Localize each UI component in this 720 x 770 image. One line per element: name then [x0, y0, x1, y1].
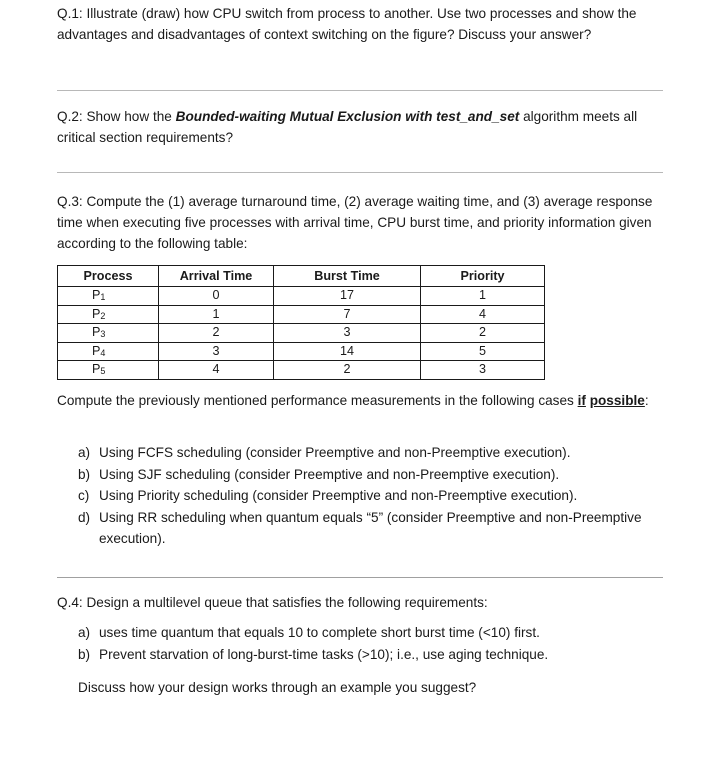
process-table: [57, 265, 545, 380]
arrival-cell: 3: [159, 342, 274, 361]
list-marker: b): [78, 646, 91, 662]
table-row: [58, 287, 545, 306]
arrival-cell: 2: [159, 324, 274, 343]
burst-cell: 7: [274, 305, 421, 324]
question-4-closing: Discuss how your design works through an example you suggest?: [78, 680, 477, 695]
table-header-row: [58, 266, 545, 287]
requirements-list: [78, 622, 658, 665]
column-header-process: Process: [58, 266, 159, 287]
process-name: P: [92, 362, 101, 377]
list-item: [78, 507, 658, 550]
process-name: P: [92, 343, 101, 358]
process-number: 1: [100, 292, 106, 303]
column-header-arrival-time: Arrival Time: [159, 266, 274, 287]
table-row: [58, 305, 545, 324]
instruction-possible: possible: [589, 393, 645, 408]
question-3-instruction: [57, 390, 667, 411]
priority-cell: 4: [421, 305, 545, 324]
list-item: [78, 485, 658, 507]
column-header-burst-time: Burst Time: [274, 266, 421, 287]
instruction-colon: :: [644, 393, 649, 408]
process-cell: [58, 305, 159, 324]
burst-cell: 2: [274, 361, 421, 380]
list-marker: b): [78, 466, 91, 482]
process-cell: [58, 287, 159, 306]
scheduling-cases-list: [78, 442, 658, 550]
process-number: 4: [100, 347, 106, 358]
question-3-intro: Q.3: Compute the (1) average turnaround time, (2) average waiting time, and (3) average response time when executing five processes with arrival time, CPU burst time, and priority information given according to the following table:: [57, 194, 653, 251]
burst-cell: 3: [274, 324, 421, 343]
arrival-cell: 0: [159, 287, 274, 306]
list-item: [78, 464, 658, 486]
burst-cell: 14: [274, 342, 421, 361]
list-marker: a): [78, 625, 91, 640]
process-name: P: [92, 306, 101, 321]
process-name: P: [92, 325, 101, 340]
divider: [57, 172, 663, 173]
table-row: [58, 342, 545, 361]
question-2-emphasis: Bounded-waiting Mutual Exclusion with test_and_set: [175, 109, 520, 124]
list-text: uses time quantum that equals 10 to complete short burst time (<10) first.: [99, 625, 540, 640]
list-text: Using RR scheduling when quantum equals “5” (consider Preemptive and non-Preemptive execution).: [99, 509, 642, 546]
list-marker: d): [78, 509, 91, 525]
priority-cell: 1: [421, 287, 545, 306]
list-text: Using Priority scheduling (consider Preemptive and non-Preemptive execution).: [99, 488, 578, 503]
list-marker: a): [78, 445, 91, 460]
list-item: [78, 644, 658, 666]
priority-cell: 3: [421, 361, 545, 380]
table-row: [58, 324, 545, 343]
process-number: 2: [100, 310, 106, 321]
instruction-if: if: [577, 393, 586, 408]
table-row: [58, 361, 545, 380]
list-marker: c): [78, 488, 90, 503]
question-1: Q.1: Illustrate (draw) how CPU switch from process to another. Use two processes and show the advantages and disadvantages of context switching on the figure? Discuss your answer?: [57, 6, 637, 42]
list-item: [78, 442, 658, 464]
process-name: P: [92, 288, 101, 303]
priority-cell: 5: [421, 342, 545, 361]
priority-cell: 2: [421, 324, 545, 343]
arrival-cell: 1: [159, 305, 274, 324]
burst-cell: 17: [274, 287, 421, 306]
list-text: Prevent starvation of long-burst-time tasks (>10); i.e., use aging technique.: [99, 646, 549, 662]
list-text: Using SJF scheduling (consider Preemptive and non-Preemptive execution).: [99, 466, 560, 482]
question-2-prefix: Q.2: Show how the: [57, 109, 176, 124]
question-2-suffix: algorithm meets all critical section requirements?: [57, 109, 638, 145]
process-cell: [58, 324, 159, 343]
arrival-cell: 4: [159, 361, 274, 380]
list-text: Using FCFS scheduling (consider Preemptive and non-Preemptive execution).: [99, 445, 571, 460]
process-cell: [58, 342, 159, 361]
divider: [57, 90, 663, 91]
question-4-intro: Q.4: Design a multilevel queue that satisfies the following requirements:: [57, 595, 488, 610]
process-number: 3: [100, 329, 106, 340]
question-2: [57, 106, 667, 148]
process-number: 5: [100, 366, 106, 377]
divider: [57, 577, 663, 578]
column-header-priority: Priority: [421, 266, 545, 287]
process-cell: [58, 361, 159, 380]
list-item: [78, 622, 658, 644]
instruction-text: Compute the previously mentioned performance measurements in the following cases: [57, 393, 578, 408]
